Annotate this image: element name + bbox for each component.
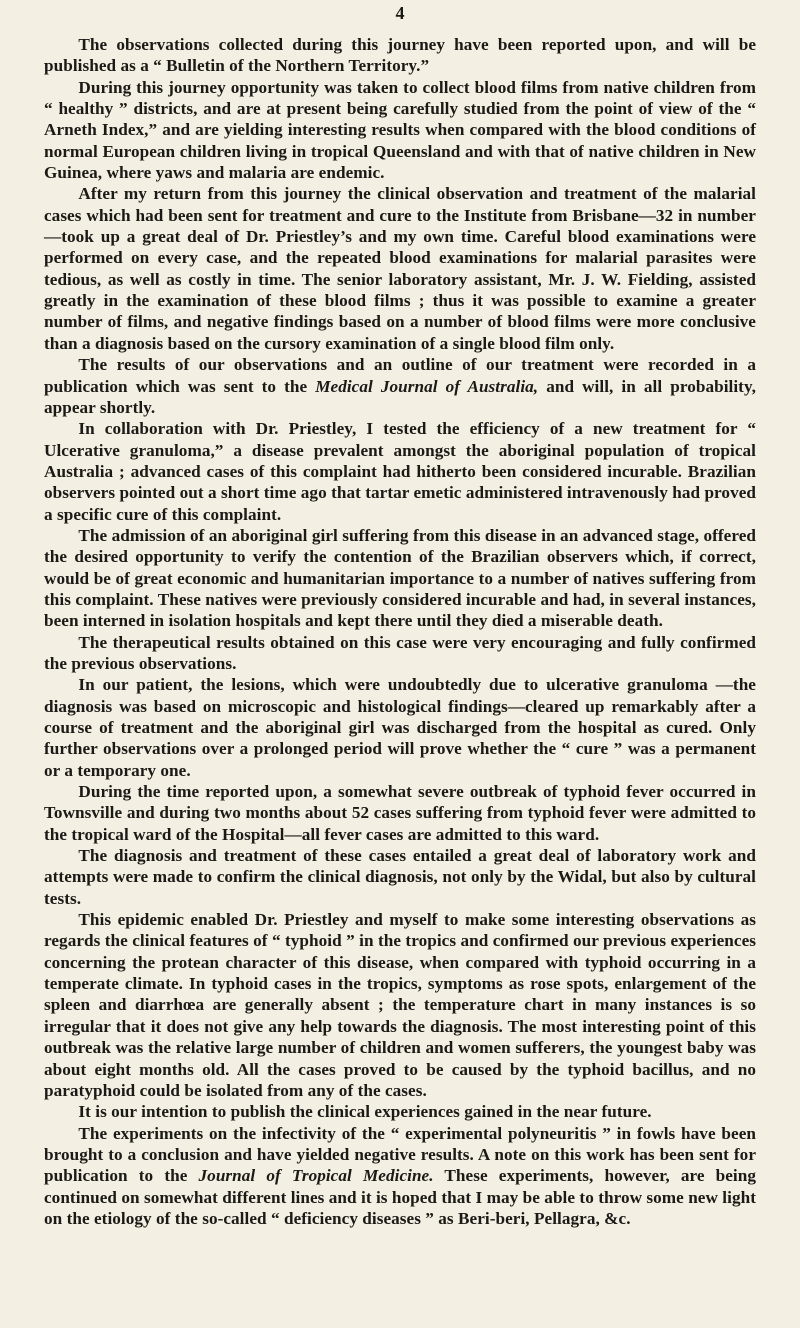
text-run: The experiments on the infectivity of the “ experimental polyneuritis ” in fowls have been brought to a conclusion and have yielded negative results. A note on this work has been sent for publication to the	[44, 1123, 756, 1186]
journal-title: Journal of Tropical Medicine.	[198, 1166, 434, 1186]
paragraph: This epidemic enabled Dr. Priestley and myself to make some interesting observations as regards the clinical features of “ typhoid ” in the tropics and confirmed our previous experiences concerning the protean character of this disease, when compared with typhoid occurring in a temperate climate. In typhoid cases in the tropics, symptoms as rose spots, enlargement of the spleen and diarrhœa are generally absent ; the temperature chart in many instances is so irregular that it does not give any help towards the diagnosis. The most interesting point of this outbreak was the relative large number of children and women sufferers, the youngest baby was about eight months old. All the cases proved to be caused by the typhoid bacillus, and no paratyphoid could be isolated from any of the cases.	[44, 910, 756, 1100]
paragraph: The therapeutical results obtained on this case were very encouraging and fully confirmed the previous observations.	[44, 632, 756, 673]
body-text	[44, 34, 756, 1229]
paragraph	[44, 1123, 756, 1230]
text-run: and will, in all probability, appear shortly.	[44, 376, 756, 417]
journal-title: Medical Journal of Australia,	[315, 376, 539, 396]
paragraph	[44, 354, 756, 418]
paragraph: During the time reported upon, a somewhat severe outbreak of typhoid fever occurred in Townsville and during two months about 52 cases suffering from typhoid fever were admitted to the tropical ward of the Hospital—all fever cases are admitted to this ward.	[44, 782, 756, 844]
paragraph: The diagnosis and treatment of these cases entailed a great deal of laboratory work and attempts were made to confirm the clinical diagnosis, not only by the Widal, but also by cultural tests.	[44, 846, 756, 908]
paragraph: After my return from this journey the clinical observation and treatment of the malarial cases which had been sent for treatment and cure to the Institute from Brisbane—32 in number—took up a great deal of Dr. Priestley’s and my own time. Careful blood examinations were performed on every case, and the repeated blood examinations for malarial parasites were tedious, as well as costly in time. The senior laboratory assistant, Mr. J. W. Fielding, assisted greatly in the examination of these blood films ; thus it was possible to examine a greater number of films, and negative findings based on a number of blood films were more conclusive than a diagnosis based on the cursory examination of a single blood film only.	[44, 184, 756, 353]
paragraph: In collaboration with Dr. Priestley, I tested the efficiency of a new treatment for “ Ulcerative granuloma,” a disease prevalent amongst the aboriginal population of tropical Australia ; advanced cases of this complaint had hitherto been considered incurable. Brazilian observers pointed out a short time ago that tartar emetic administered intravenously had proved a specific cure of this complaint.	[44, 419, 756, 524]
text-run: These experiments, however, are being continued on somewhat different lines and it is hoped that I may be able to throw some new light on the etiology of the so-called “ deficiency diseases ” as Beri-beri, Pellagra, &c.	[44, 1166, 757, 1228]
paragraph: During this journey opportunity was taken to collect blood films from native children from “ healthy ” districts, and are at present being carefully studied from the point of view of the “ Arneth Index,” and are yielding interesting results when compared with the blood conditions of normal European children living in tropical Queensland and with that of native children in New Guinea, where yaws and malaria are endemic.	[44, 77, 756, 183]
page-number: 4	[395, 3, 405, 23]
paragraph: In our patient, the lesions, which were undoubtedly due to ulcerative granuloma —the diagnosis was based on microscopic and histological findings—cleared up remarkably after a course of treatment and the aboriginal girl was discharged from the hospital as cured. Only further observations over a prolonged period will prove whether the “ cure ” was a permanent or a temporary one.	[44, 675, 756, 780]
text-run: The results of our observations and an outline of our treatment were recorded in a publication which was sent to the	[44, 355, 756, 396]
paragraph: The observations collected during this journey have been reported upon, and will be published as a “ Bulletin of the Northern Territory.”	[44, 35, 756, 76]
paragraph: The admission of an aboriginal girl suffering from this disease in an advanced stage, offered the desired opportunity to verify the contention of the Brazilian observers which, if correct, would be of great economic and humanitarian importance to a number of natives suffering from this complaint. These natives were previously considered incurable and had, in several instances, been interned in isolation hospitals and kept there until they died a miserable death.	[44, 525, 756, 631]
paragraph: It is our intention to publish the clinical experiences gained in the near future.	[78, 1102, 652, 1122]
